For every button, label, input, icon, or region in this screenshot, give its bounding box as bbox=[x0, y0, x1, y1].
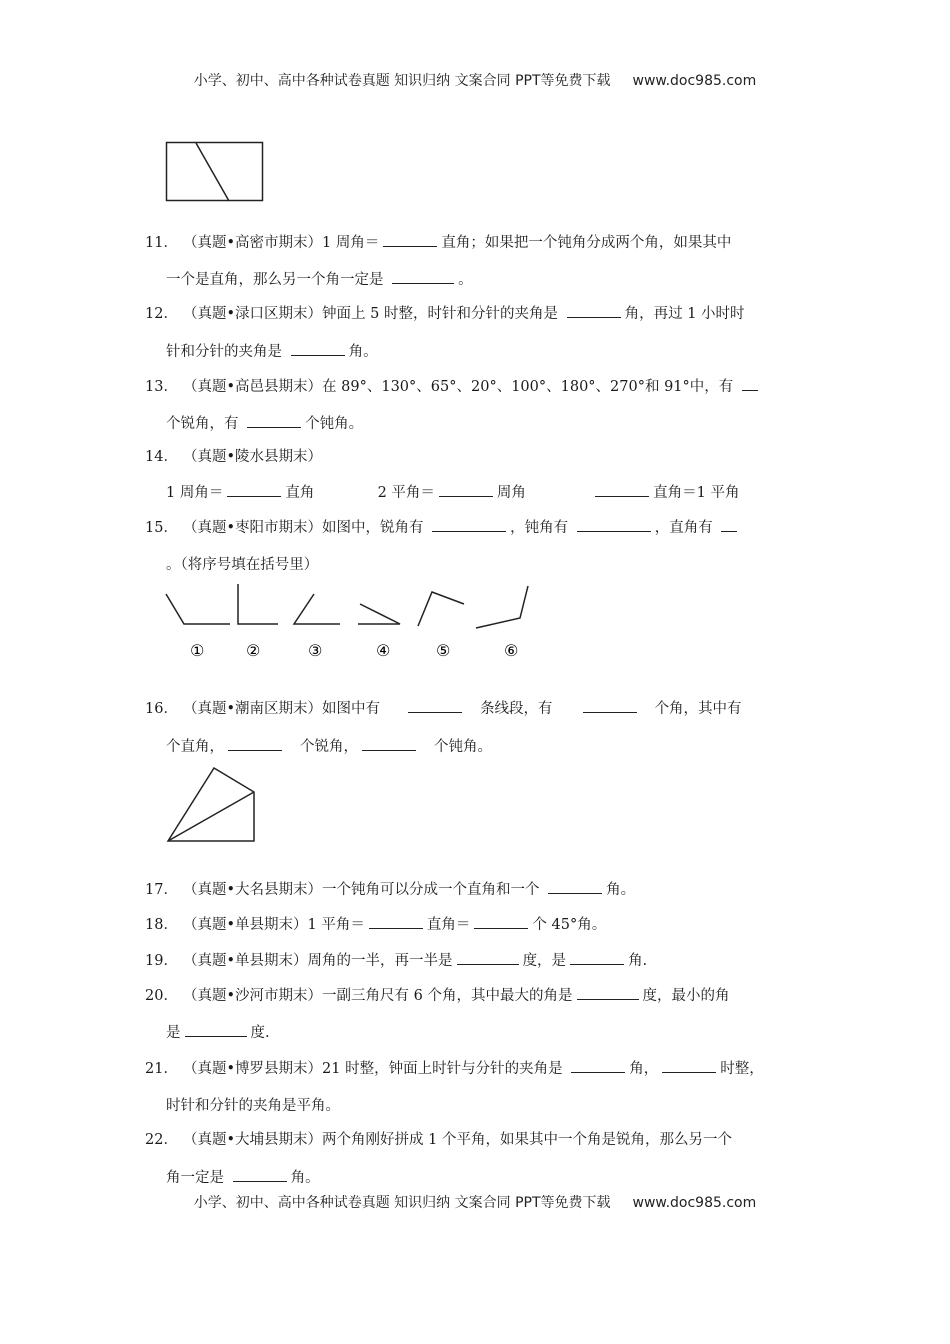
question-22-cont: 角一定是 角。 bbox=[166, 1167, 320, 1188]
question-16-cont: 个直角， 个锐角， 个钝角。 bbox=[166, 736, 492, 757]
answer-blank[interactable] bbox=[362, 736, 416, 751]
answer-blank[interactable] bbox=[392, 269, 454, 284]
angle-label-6: ⑥ bbox=[504, 641, 519, 660]
angle-label-4: ④ bbox=[376, 641, 391, 660]
page-footer bbox=[0, 1192, 950, 1212]
angle-2 bbox=[238, 584, 278, 624]
angle-label-5: ⑤ bbox=[436, 641, 451, 660]
answer-blank[interactable] bbox=[185, 1022, 247, 1037]
question-12-cont: 针和分针的夹角是 角。 bbox=[166, 341, 378, 362]
question-15: 15． （真题•枣阳市期末）如图中，锐角有 ，钝角有 ，直角有 bbox=[145, 517, 741, 538]
angle-label-3: ③ bbox=[308, 641, 323, 660]
answer-blank[interactable] bbox=[233, 1167, 287, 1182]
answer-blank[interactable] bbox=[457, 950, 519, 965]
question-13: 13． （真题•高邑县期末）在 89°、130°、65°、20°、100°、180°、270°和 91°中，有 bbox=[145, 376, 762, 397]
question-14: 14． （真题•陵水县期末） bbox=[145, 449, 323, 465]
angle-5 bbox=[418, 592, 464, 626]
answer-blank[interactable] bbox=[228, 736, 282, 751]
question-12: 12． （真题•渌口区期末）钟面上 5 时整，时针和分针的夹角是 角，再过 1 小时时 bbox=[145, 303, 745, 324]
header-text: 小学、初中、高中各种试卷真题 知识归纳 文案合同 PPT等免费下载 bbox=[193, 73, 611, 89]
answer-blank[interactable] bbox=[577, 517, 651, 532]
footer-text: 小学、初中、高中各种试卷真题 知识归纳 文案合同 PPT等免费下载 bbox=[193, 1195, 611, 1211]
question-21: 21． （真题•博罗县期末）21 时整，钟面上时针与分针的夹角是 角， 时整， bbox=[145, 1058, 764, 1079]
answer-blank[interactable] bbox=[567, 303, 621, 318]
answer-blank[interactable] bbox=[662, 1058, 716, 1073]
question-17: 17． （真题•大名县期末）一个钝角可以分成一个直角和一个 角。 bbox=[145, 879, 635, 900]
angle-label-1: ① bbox=[190, 641, 205, 660]
answer-blank[interactable] bbox=[595, 482, 649, 497]
angle-3 bbox=[294, 594, 340, 624]
question-14-cont: 1 周角＝ 直角 2 平角＝ 周角 直角＝1 平角 bbox=[166, 482, 739, 503]
answer-blank[interactable] bbox=[548, 879, 602, 894]
answer-blank[interactable] bbox=[583, 698, 637, 713]
answer-blank[interactable] bbox=[408, 698, 462, 713]
answer-blank[interactable] bbox=[474, 914, 528, 929]
question-15-cont: 。（将序号填在括号里） bbox=[166, 557, 319, 573]
rectangle-figure bbox=[166, 142, 264, 202]
question-18: 18． （真题•单县期末）1 平角＝ 直角＝ 个 45°角。 bbox=[145, 914, 606, 935]
question-16: 16． （真题•潮南区期末）如图中有 条线段，有 个角，其中有 bbox=[145, 698, 742, 719]
angle-6 bbox=[476, 586, 528, 628]
answer-blank[interactable] bbox=[383, 232, 437, 247]
question-13-cont: 个锐角，有 个钝角。 bbox=[166, 413, 363, 434]
question-20: 20． （真题•沙河市期末）一副三角尺有 6 个角，其中最大的角是 度，最小的角 bbox=[145, 985, 730, 1006]
answer-blank[interactable] bbox=[721, 517, 737, 532]
footer-url: www.doc985.com bbox=[632, 1195, 757, 1211]
angle-figures bbox=[160, 582, 540, 672]
answer-blank[interactable] bbox=[369, 914, 423, 929]
answer-blank[interactable] bbox=[227, 482, 281, 497]
angle-4 bbox=[358, 604, 400, 624]
question-21-cont: 时针和分针的夹角是平角。 bbox=[166, 1098, 340, 1114]
answer-blank[interactable] bbox=[439, 482, 493, 497]
question-11-cont: 一个是直角，那么另一个角一定是 。 bbox=[166, 269, 473, 290]
header-url: www.doc985.com bbox=[632, 73, 757, 89]
answer-blank[interactable] bbox=[571, 1058, 625, 1073]
angle-label-2: ② bbox=[246, 641, 261, 660]
question-22: 22． （真题•大埔县期末）两个角刚好拼成 1 个平角，如果其中一个角是锐角，那么另一个 bbox=[145, 1132, 732, 1148]
angle-1 bbox=[166, 594, 230, 624]
answer-blank[interactable] bbox=[570, 950, 624, 965]
answer-blank[interactable] bbox=[291, 341, 345, 356]
answer-blank[interactable] bbox=[577, 985, 639, 1000]
answer-blank[interactable] bbox=[432, 517, 506, 532]
question-11: 11． （真题•高密市期末）1 周角＝ 直角；如果把一个钝角分成两个角，如果其中 bbox=[145, 232, 731, 253]
page-header bbox=[0, 70, 950, 90]
question-20-cont: 是 度. bbox=[166, 1022, 270, 1043]
question-19: 19． （真题•单县期末）周角的一半，再一半是 度，是 角. bbox=[145, 950, 647, 971]
answer-blank[interactable] bbox=[742, 376, 758, 391]
quadrilateral-figure bbox=[166, 766, 260, 844]
answer-blank[interactable] bbox=[247, 413, 301, 428]
